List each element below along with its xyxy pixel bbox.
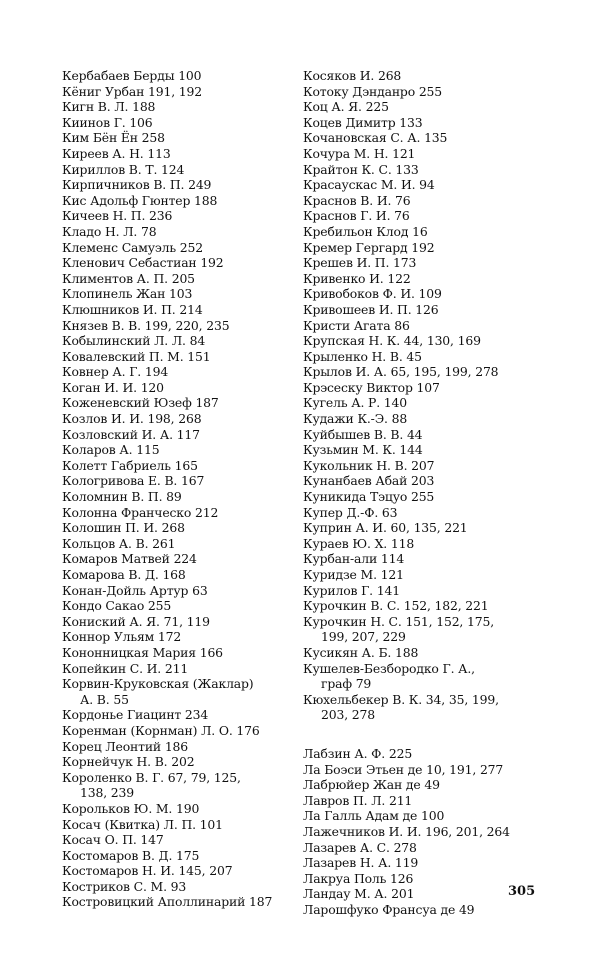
index-entry: Коренман (Корнман) Л. О. 176 [62, 722, 260, 738]
index-entry: Кондо Сакао 255 [62, 598, 172, 614]
index-entry: Куридзе М. 121 [303, 567, 404, 582]
index-entry: Кербабаев Берды 100 [62, 68, 202, 83]
index-entry: Ковалевский П. М. 151 [62, 348, 211, 364]
index-entry: Корнейчук Н. В. 202 [62, 754, 195, 770]
index-entry: Крешев И. П. 173 [303, 255, 417, 271]
index-entry: Колонна Франческо 212 [62, 504, 219, 520]
index-entry: Курочкин В. С. 152, 182, 221 [303, 598, 489, 614]
index-entry: Ландау М. А. 201 [303, 886, 415, 902]
index-entry: Ларошфуко Франсуа де 49 [303, 901, 475, 917]
index-entry: Коларов А. 115 [62, 442, 160, 458]
index-entry: Куприн А. И. 60, 135, 221 [303, 520, 468, 536]
index-entry: Коц А. Я. 225 [303, 99, 389, 115]
index-entry: Клюшников И. П. 214 [62, 301, 203, 317]
index-entry: Краснов В. И. 76 [303, 192, 411, 208]
index-column-right [303, 68, 543, 917]
index-entry-continuation: граф 79 [321, 676, 372, 692]
index-entry: Лазарев А. С. 278 [303, 839, 417, 855]
index-entry-continuation: А. В. 55 [80, 691, 129, 707]
index-entry: Колетт Габриель 165 [62, 457, 198, 473]
index-entry: Курбан-али 114 [303, 551, 405, 567]
index-entry: Крылов И. А. 65, 195, 199, 278 [303, 364, 499, 380]
index-entry: Кристи Агата 86 [303, 317, 410, 333]
index-entry: Конан-Дойль Артур 63 [62, 582, 208, 598]
index-entry: Клеменс Самуэль 252 [62, 239, 203, 255]
index-entry: Коцев Димитр 133 [303, 114, 423, 130]
index-entry: Клопинель Жан 103 [62, 286, 193, 302]
index-entry: Князев В. В. 199, 220, 235 [62, 317, 230, 333]
index-entry: Котоку Дэнданро 255 [303, 83, 443, 99]
index-entry: Ковнер А. Г. 194 [62, 364, 169, 380]
index-entry: Кривошеев И. П. 126 [303, 301, 439, 317]
index-entry: Краснов Г. И. 76 [303, 208, 410, 224]
index-entry: Ла Галль Адам де 100 [303, 808, 445, 824]
index-entry-continuation: 199, 207, 229 [321, 629, 406, 645]
index-entry: Лазарев Н. А. 119 [303, 855, 419, 871]
index-entry: Коженевский Юзеф 187 [62, 395, 219, 411]
index-entry: Кордонье Гиацинт 234 [62, 707, 209, 723]
index-entry: Кузьмин М. К. 144 [303, 442, 423, 458]
index-entry: Косач О. П. 147 [62, 832, 164, 848]
index-entry: Колошин П. И. 268 [62, 520, 185, 536]
index-entry: Косяков И. 268 [303, 68, 402, 83]
index-entry: Кичеев Н. П. 236 [62, 208, 173, 224]
index-entry: Ла Боэси Этьен де 10, 191, 277 [303, 761, 504, 777]
index-entry: Кологривова Е. В. 167 [62, 473, 205, 489]
index-entry: Лажечников И. И. 196, 201, 264 [303, 823, 510, 839]
index-entry: Кёниг Урбан 191, 192 [62, 83, 202, 99]
index-entry: Кугель А. Р. 140 [303, 395, 407, 411]
index-entry: Косач (Квитка) Л. П. 101 [62, 816, 223, 832]
index-entry: Кигн В. Л. 188 [62, 99, 156, 115]
index-column-left [62, 68, 294, 910]
index-entry: Коган И. И. 120 [62, 379, 164, 395]
index-entry: Крупская Н. К. 44, 130, 169 [303, 333, 481, 349]
index-entry-continuation: 203, 278 [321, 707, 375, 723]
index-entry: Крайтон К. С. 133 [303, 161, 419, 177]
index-entry: Кунанбаев Абай 203 [303, 473, 435, 489]
index-entry: Курилов Г. 141 [303, 582, 400, 598]
index-entry: Лавров П. Л. 211 [303, 792, 413, 808]
index-entry: Короленко В. Г. 67, 79, 125, [62, 769, 241, 785]
index-entry: Купер Д.-Ф. 63 [303, 504, 398, 520]
index-entry: Кушелев-Безбородко Г. А., [303, 660, 475, 676]
section-gap [303, 723, 543, 746]
index-entry: Кремер Гергард 192 [303, 239, 435, 255]
index-entry: Кудажи К.-Э. 88 [303, 411, 408, 427]
page-number: 305 [508, 884, 536, 899]
index-entry: Кребильон Клод 16 [303, 223, 428, 239]
index-entry: Корец Леонтий 186 [62, 738, 189, 754]
index-entry: Комарова В. Д. 168 [62, 567, 186, 582]
index-entry: Кириллов В. Т. 124 [62, 161, 185, 177]
index-entry: Кирпичников В. П. 249 [62, 177, 212, 193]
index-entry: Курочкин Н. С. 151, 152, 175, [303, 613, 494, 629]
index-entry: Кукольник Н. В. 207 [303, 457, 435, 473]
index-entry: Корвин-Круковская (Жаклар) [62, 676, 254, 692]
index-entry: Коннор Ульям 172 [62, 629, 182, 645]
index-entry: Ким Бён Ён 258 [62, 130, 165, 146]
index-entry: Кюхельбекер В. К. 34, 35, 199, [303, 691, 499, 707]
index-entry: Лакруа Поль 126 [303, 870, 414, 886]
index-entry: Кривенко И. 122 [303, 270, 411, 286]
index-entry: Кураев Ю. Х. 118 [303, 535, 415, 551]
index-entry: Кобылинский Л. Л. 84 [62, 333, 206, 349]
index-entry: Козловский И. А. 117 [62, 426, 200, 442]
index-entry: Козлов И. И. 198, 268 [62, 411, 202, 427]
index-entry: Киреев А. Н. 113 [62, 145, 171, 161]
index-entry: Кочановская С. А. 135 [303, 130, 448, 146]
index-entry: Кононницкая Мария 166 [62, 644, 223, 660]
index-entry: Лабрюйер Жан де 49 [303, 777, 440, 793]
index-entry: Кольцов А. В. 261 [62, 535, 176, 551]
index-entry: Комаров Матвей 224 [62, 551, 197, 567]
index-entry: Костомаров Н. И. 145, 207 [62, 863, 233, 879]
index-entry: Красаускас М. И. 94 [303, 177, 435, 193]
index-entry: Кис Адольф Гюнтер 188 [62, 192, 218, 208]
index-entry: Лабзин А. Ф. 225 [303, 745, 413, 761]
index-entry: Костомаров В. Д. 175 [62, 847, 200, 863]
index-entry: Кониский А. Я. 71, 119 [62, 613, 210, 629]
index-entry: Кочура М. Н. 121 [303, 145, 416, 161]
index-entry: Куникида Тэцуо 255 [303, 489, 435, 505]
index-entry: Корольков Ю. М. 190 [62, 800, 200, 816]
index-entry: Костровицкий Аполлинарий 187 [62, 894, 273, 910]
index-entry: Коломнин В. П. 89 [62, 489, 182, 505]
index-entry: Кладо Н. Л. 78 [62, 223, 157, 239]
index-entry: Климентов А. П. 205 [62, 270, 195, 286]
index-entry: Кленович Себастиан 192 [62, 255, 224, 271]
index-entry: Куйбышев В. В. 44 [303, 426, 423, 442]
index-entry: Кривобоков Ф. И. 109 [303, 286, 442, 302]
index-entry: Копейкин С. И. 211 [62, 660, 189, 676]
index-entry: Костриков С. М. 93 [62, 878, 187, 894]
index-entry: Крэсеску Виктор 107 [303, 379, 440, 395]
index-entry: Крыленко Н. В. 45 [303, 348, 422, 364]
index-entry: Киинов Г. 106 [62, 114, 153, 130]
index-entry-continuation: 138, 239 [80, 785, 134, 801]
index-entry: Кусикян А. Б. 188 [303, 644, 419, 660]
